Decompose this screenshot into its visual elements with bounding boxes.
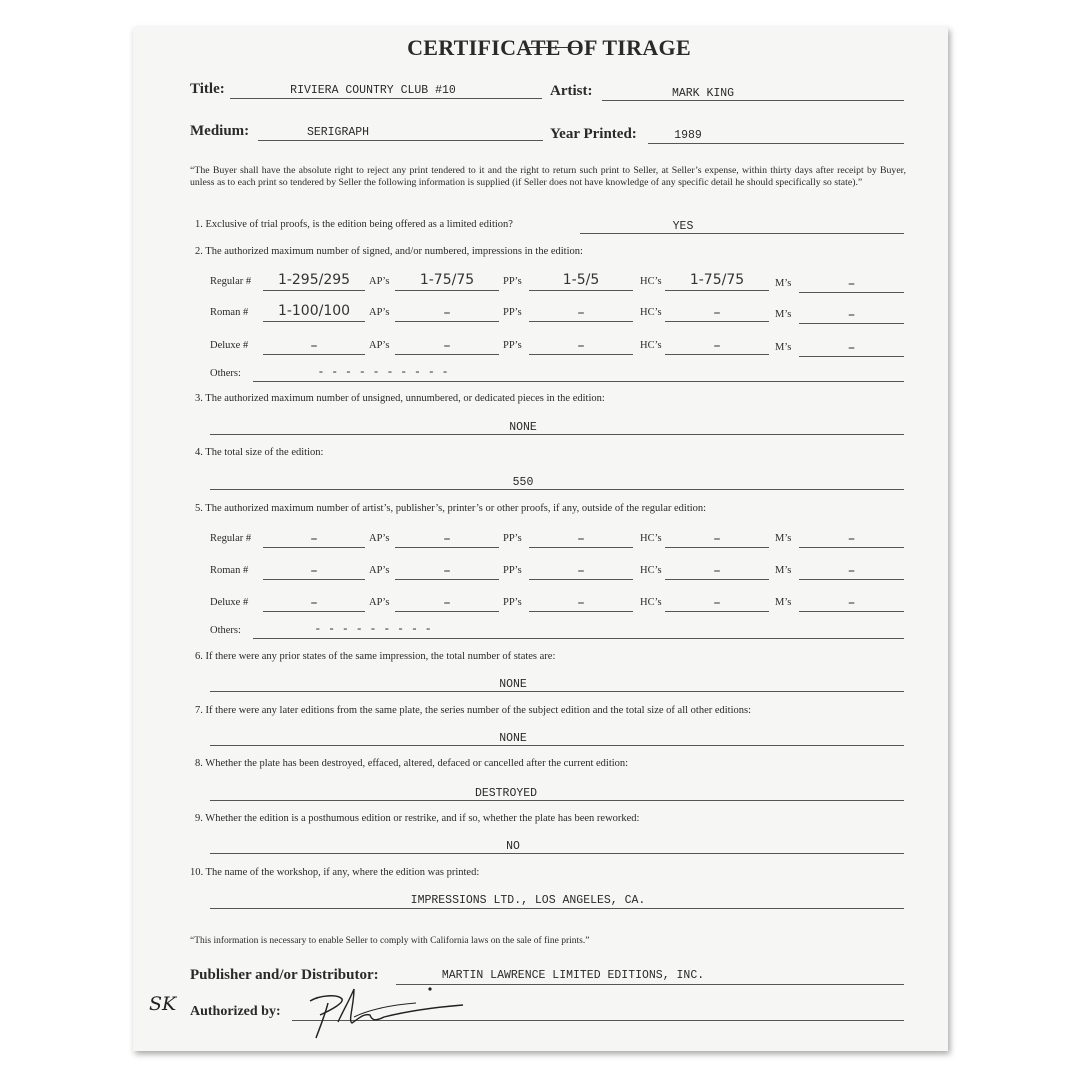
question-7: 7. If there were any later editions from the same plate, the series number of the subject edition and the total size of all other editions:: [195, 705, 752, 716]
q2-roman-aps-line: [395, 321, 499, 322]
q2-aps-label: AP’s: [369, 276, 390, 287]
q5-regular-label: Regular #: [210, 533, 252, 544]
year-value: 1989: [674, 129, 702, 142]
q5-deluxe-aps-line: [395, 611, 499, 612]
signature: [298, 977, 468, 1042]
q5-ms-line: [799, 547, 904, 548]
title-value: RIVIERA COUNTRY CLUB #10: [290, 84, 456, 97]
q5-others-value: - - - - - - - - -: [314, 623, 432, 636]
q5-deluxe-aps-label: AP’s: [369, 597, 390, 608]
q5-roman-aps-label: AP’s: [369, 565, 390, 576]
question-1: 1. Exclusive of trial proofs, is the edition being offered as a limited edition?: [195, 219, 513, 230]
q2-roman-line: [263, 321, 365, 322]
medium-label: Medium:: [190, 123, 250, 139]
q2-roman-pps-line: [529, 321, 633, 322]
q5-others-line: [253, 638, 904, 639]
question-10: 10. The name of the workshop, if any, where the edition was printed:: [190, 867, 480, 878]
answer-7-line: [210, 745, 904, 746]
q2-deluxe-hcs-label: HC’s: [640, 340, 662, 351]
q5-hcs-value: –: [713, 531, 721, 547]
q5-roman-pps-value: –: [577, 563, 585, 579]
q2-roman-aps-value: –: [443, 305, 451, 321]
q2-deluxe-aps-value: –: [443, 338, 451, 354]
q2-pps-value: 1-5/5: [562, 272, 600, 288]
q2-hcs-value: 1-75/75: [689, 272, 745, 288]
answer-8-line: [210, 800, 904, 801]
q5-regular-line: [263, 547, 365, 548]
q2-deluxe-hcs-line: [665, 354, 769, 355]
q5-roman-value: –: [310, 563, 318, 579]
question-9: 9. Whether the edition is a posthumous edition or restrike, and if so, whether the plate has been reworked:: [195, 813, 640, 824]
q2-ms-value: –: [848, 276, 855, 292]
year-line: [648, 143, 904, 144]
publisher-line: [396, 984, 904, 985]
answer-3-line: [210, 434, 904, 435]
q2-regular-value: 1-295/295: [277, 272, 351, 288]
q5-pps-line: [529, 547, 633, 548]
answer-3: NONE: [509, 421, 537, 434]
q5-roman-ms-line: [799, 579, 904, 580]
q5-aps-line: [395, 547, 499, 548]
q2-roman-ms-value: –: [848, 307, 855, 323]
q5-deluxe-pps-value: –: [577, 595, 585, 611]
q5-hcs-line: [665, 547, 769, 548]
q5-deluxe-ms-value: –: [848, 595, 855, 611]
q2-deluxe-aps-line: [395, 354, 499, 355]
q2-deluxe-hcs-value: –: [713, 338, 721, 354]
q2-roman-hcs-value: –: [713, 305, 721, 321]
q5-roman-ms-label: M’s: [775, 565, 792, 576]
q2-deluxe-value: –: [310, 338, 318, 354]
certificate-title: CERTIFICATE OF TIRAGE: [407, 35, 691, 60]
q2-deluxe-pps-value: –: [577, 338, 585, 354]
q5-roman-hcs-value: –: [713, 563, 721, 579]
q5-deluxe-hcs-value: –: [713, 595, 721, 611]
answer-9: NO: [506, 840, 520, 853]
q5-deluxe-label: Deluxe #: [210, 597, 249, 608]
q2-roman-ms-label: M’s: [775, 309, 792, 320]
q2-roman-value: 1-100/100: [277, 303, 351, 319]
question-5: 5. The authorized maximum number of artist’s, publisher’s, printer’s or other proofs, if any, outside of the regular edition:: [195, 503, 707, 514]
answer-7: NONE: [499, 732, 527, 745]
question-2: 2. The authorized maximum number of signed, and/or numbered, impressions in the edition:: [195, 246, 583, 257]
q2-deluxe-label: Deluxe #: [210, 340, 249, 351]
answer-10-line: [210, 908, 904, 909]
artist-line: [602, 100, 904, 101]
q5-pps-value: –: [577, 531, 585, 547]
q2-ms-line: [799, 292, 904, 293]
certificate-page: [133, 27, 948, 1051]
q2-ms-label: M’s: [775, 278, 792, 289]
answer-9-line: [210, 853, 904, 854]
authorized-label: Authorized by:: [190, 1004, 281, 1019]
answer-4: 550: [512, 476, 534, 489]
q2-deluxe-line: [263, 354, 365, 355]
q5-regular-value: –: [310, 531, 318, 547]
q5-aps-label: AP’s: [369, 533, 390, 544]
title-label: Title:: [190, 81, 225, 97]
q2-others-line: [253, 381, 904, 382]
q5-deluxe-aps-value: –: [443, 595, 451, 611]
question-3: 3. The authorized maximum number of unsigned, unnumbered, or dedicated pieces in the edition:: [195, 393, 605, 404]
q2-hcs-line: [665, 290, 769, 291]
q5-pps-label: PP’s: [503, 533, 522, 544]
initials: SK: [149, 993, 177, 1015]
question-6: 6. If there were any prior states of the same impression, the total number of states are:: [195, 651, 556, 662]
answer-10: IMPRESSIONS LTD., LOS ANGELES, CA.: [410, 894, 646, 907]
year-printed-label: Year Printed:: [550, 126, 637, 142]
q2-pps-line: [529, 290, 633, 291]
q5-roman-aps-line: [395, 579, 499, 580]
question-4: 4. The total size of the edition:: [195, 447, 324, 458]
q2-aps-line: [395, 290, 499, 291]
answer-6: NONE: [499, 678, 527, 691]
q2-deluxe-pps-line: [529, 354, 633, 355]
q5-deluxe-ms-line: [799, 611, 904, 612]
q2-roman-hcs-line: [665, 321, 769, 322]
q2-others-value: - - - - - - - - - -: [317, 366, 449, 379]
publisher-value: MARTIN LAWRENCE LIMITED EDITIONS, INC.: [441, 969, 705, 982]
medium-line: [258, 140, 543, 141]
medium-value: SERIGRAPH: [306, 126, 370, 139]
answer-1: YES: [672, 220, 694, 233]
q2-deluxe-ms-value: –: [848, 340, 855, 356]
artist-value: MARK KING: [671, 87, 735, 100]
q2-roman-hcs-label: HC’s: [640, 307, 662, 318]
q2-deluxe-ms-label: M’s: [775, 342, 792, 353]
q2-roman-ms-line: [799, 323, 904, 324]
q5-deluxe-hcs-label: HC’s: [640, 597, 662, 608]
q5-roman-pps-label: PP’s: [503, 565, 522, 576]
footer-note: “This information is necessary to enable Seller to comply with California laws on the sale of fine prints.”: [190, 936, 590, 946]
q5-ms-value: –: [848, 531, 855, 547]
q5-deluxe-ms-label: M’s: [775, 597, 792, 608]
strikethrough-line: [526, 47, 581, 48]
q5-roman-aps-value: –: [443, 563, 451, 579]
q5-deluxe-pps-line: [529, 611, 633, 612]
q5-others-label: Others:: [210, 625, 241, 636]
title-line: [230, 98, 542, 99]
intro-paragraph: “The Buyer shall have the absolute right to reject any print tendered to it and the right to return such print to Seller, at Seller’s expense, within thirty days after receipt by Buyer, unless as to each print so tendered by Seller the following information is supplied (if Seller does not have knowledge of any specific detail he should specifically so state).”: [190, 165, 906, 188]
q2-roman-aps-label: AP’s: [369, 307, 390, 318]
publisher-label: Publisher and/or Distributor:: [190, 967, 379, 983]
artist-label: Artist:: [550, 83, 593, 99]
q5-roman-hcs-label: HC’s: [640, 565, 662, 576]
q5-deluxe-line: [263, 611, 365, 612]
answer-8: DESTROYED: [474, 787, 538, 800]
q5-roman-label: Roman #: [210, 565, 249, 576]
q5-deluxe-pps-label: PP’s: [503, 597, 522, 608]
q2-others-label: Others:: [210, 368, 241, 379]
q2-roman-label: Roman #: [210, 307, 249, 318]
q5-deluxe-hcs-line: [665, 611, 769, 612]
q5-roman-hcs-line: [665, 579, 769, 580]
q5-deluxe-value: –: [310, 595, 318, 611]
q5-aps-value: –: [443, 531, 451, 547]
q2-roman-pps-label: PP’s: [503, 307, 522, 318]
q5-roman-pps-line: [529, 579, 633, 580]
q2-regular-label: Regular #: [210, 276, 252, 287]
q5-roman-ms-value: –: [848, 563, 855, 579]
q2-deluxe-aps-label: AP’s: [369, 340, 390, 351]
q2-aps-value: 1-75/75: [419, 272, 475, 288]
q5-hcs-label: HC’s: [640, 533, 662, 544]
q2-regular-line: [263, 290, 365, 291]
question-8: 8. Whether the plate has been destroyed, effaced, altered, defaced or cancelled after the current edition:: [195, 758, 629, 769]
q2-hcs-label: HC’s: [640, 276, 662, 287]
q2-pps-label: PP’s: [503, 276, 522, 287]
answer-4-line: [210, 489, 904, 490]
answer-1-line: [580, 233, 904, 234]
q2-deluxe-pps-label: PP’s: [503, 340, 522, 351]
q5-roman-line: [263, 579, 365, 580]
q5-ms-label: M’s: [775, 533, 792, 544]
q2-roman-pps-value: –: [577, 305, 585, 321]
q2-deluxe-ms-line: [799, 356, 904, 357]
answer-6-line: [210, 691, 904, 692]
